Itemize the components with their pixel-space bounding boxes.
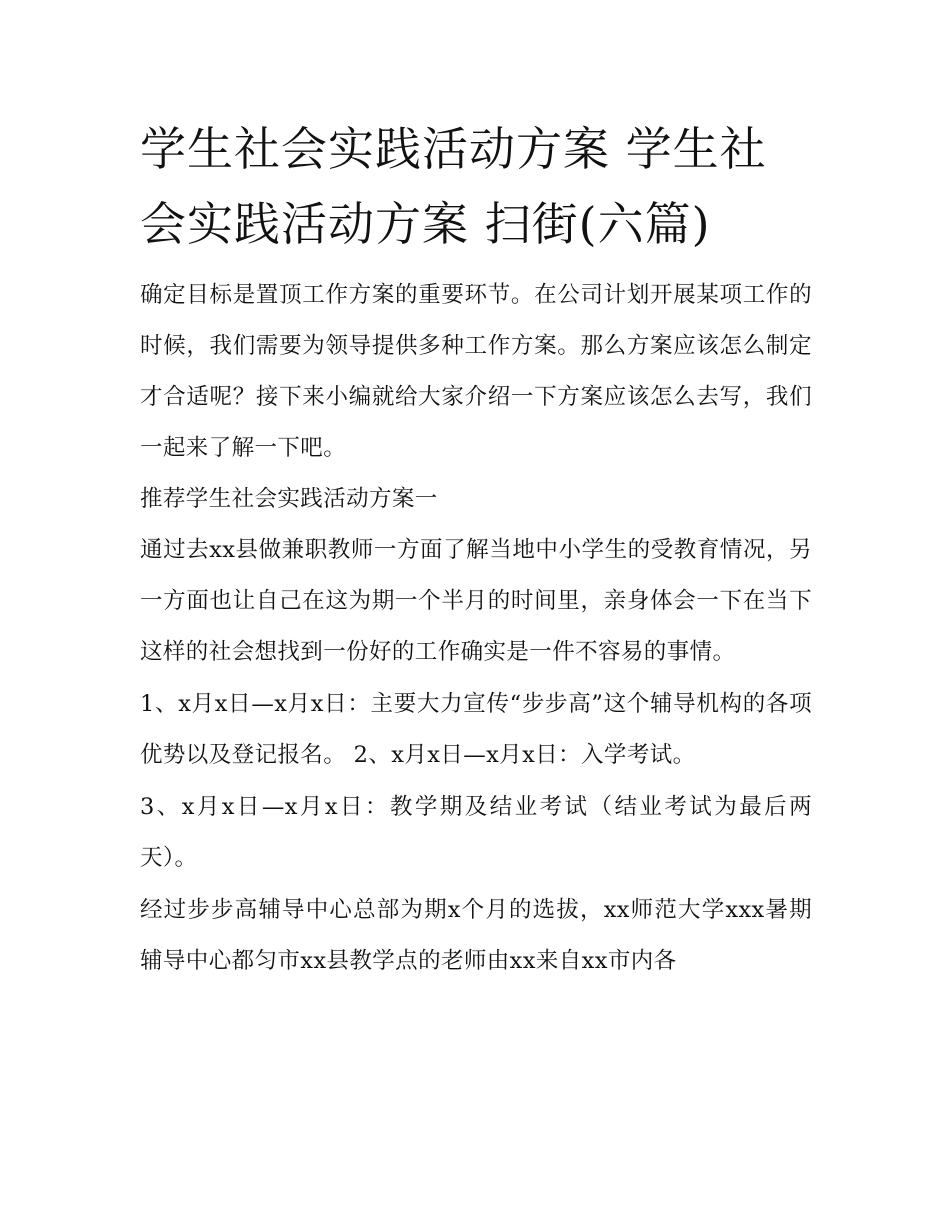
schedule-item: 3、x月x日—x月x日：教学期及结业考试（结业考试为最后两天）。	[140, 794, 812, 871]
body-paragraph: 通过去xx县做兼职教师一方面了解当地中小学生的受教育情况，另一方面也让自己在这为期一个半月的时间里，亲身体会一下在当下这样的社会想找到一份好的工作确实是一件不容易的事情。	[140, 537, 812, 665]
document-title: 学生社会实践活动方案 学生社会实践活动方案 扫街(六篇)	[140, 122, 767, 251]
body-paragraph: 经过步步高辅导中心总部为期x个月的选拔，xx师范大学xxx暑期辅导中心都匀市xx县教学点的老师由xx来自xx市内各	[140, 897, 812, 974]
intro-paragraph: 确定目标是置顶工作方案的重要环节。在公司计划开展某项工作的时候，我们需要为领导提供多种工作方案。那么方案应该怎么制定才合适呢？接下来小编就给大家介绍一下方案应该怎么去写，我们一起来了解一下吧。	[140, 282, 812, 461]
section-heading: 推荐学生社会实践活动方案一	[140, 486, 438, 512]
document-page	[140, 112, 812, 988]
schedule-item: 1、x月x日—x月x日：主要大力宣传“步步高”这个辅导机构的各项优势以及登记报名。 2、x月x日—x月x日：入学考试。	[140, 691, 812, 768]
